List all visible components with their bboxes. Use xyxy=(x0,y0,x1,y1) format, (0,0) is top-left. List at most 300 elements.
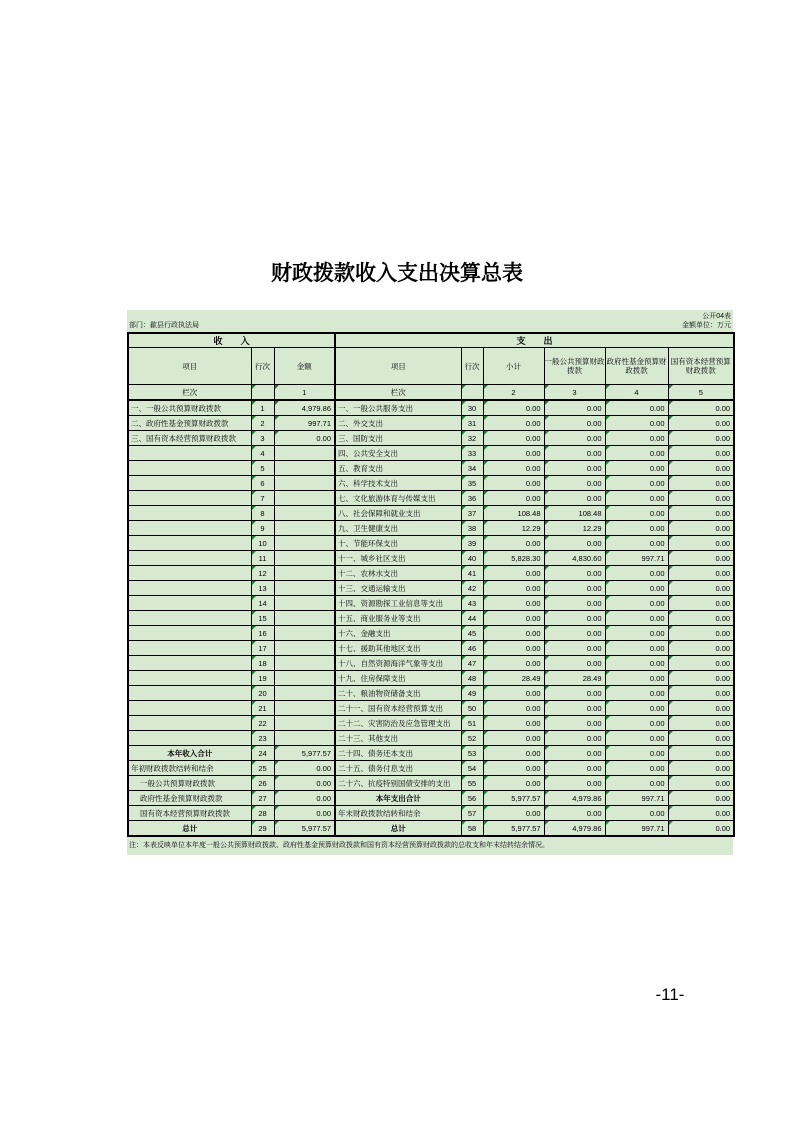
income-amount-cell xyxy=(274,461,335,476)
expense-general-budget-cell: 0.00 xyxy=(544,491,605,506)
section-header-row xyxy=(128,333,734,348)
expense-rowno-cell: 46 xyxy=(461,641,483,656)
income-amount-cell xyxy=(274,521,335,536)
income-rowno-cell: 2 xyxy=(251,416,274,431)
expense-general-budget-cell: 0.00 xyxy=(544,761,605,776)
expense-general-budget-cell: 4,830.60 xyxy=(544,551,605,566)
expense-general-budget-cell: 0.00 xyxy=(544,596,605,611)
income-item-cell xyxy=(128,596,251,611)
expense-item-cell: 九、卫生健康支出 xyxy=(335,521,461,536)
expense-general-budget-cell: 0.00 xyxy=(544,806,605,821)
expense-rowno-cell: 56 xyxy=(461,791,483,806)
expense-general-budget-cell: 0.00 xyxy=(544,611,605,626)
expense-rowno-cell: 48 xyxy=(461,671,483,686)
expense-gov-fund-cell: 0.00 xyxy=(605,716,668,731)
income-rowno-cell: 9 xyxy=(251,521,274,536)
expense-state-capital-cell: 0.00 xyxy=(668,581,734,596)
expense-state-capital-cell: 0.00 xyxy=(668,611,734,626)
expense-subtotal-cell: 0.00 xyxy=(483,626,544,641)
income-rowno-cell: 15 xyxy=(251,611,274,626)
table-row xyxy=(128,581,734,596)
income-rowno-cell: 10 xyxy=(251,536,274,551)
expense-state-capital-cell: 0.00 xyxy=(668,671,734,686)
expense-general-budget-cell: 0.00 xyxy=(544,641,605,656)
lanci-expense-2: 2 xyxy=(483,385,544,401)
lanci-expense-blank xyxy=(461,385,483,401)
income-amount-cell xyxy=(274,536,335,551)
expense-subtotal-cell: 0.00 xyxy=(483,806,544,821)
expense-general-budget-cell: 0.00 xyxy=(544,776,605,791)
expense-rowno-cell: 57 xyxy=(461,806,483,821)
expense-subtotal-cell: 0.00 xyxy=(483,536,544,551)
table-row xyxy=(128,731,734,746)
expense-subtotal-cell: 12.29 xyxy=(483,521,544,536)
column-header-row xyxy=(128,348,734,385)
expense-item-cell: 一、一般公共服务支出 xyxy=(335,400,461,416)
table-row xyxy=(128,566,734,581)
expense-subtotal-cell: 0.00 xyxy=(483,446,544,461)
table-code: 公开04表 xyxy=(702,313,731,320)
expense-rowno-cell: 53 xyxy=(461,746,483,761)
expense-item-cell: 二十四、债务还本支出 xyxy=(335,746,461,761)
expense-general-budget-cell: 0.00 xyxy=(544,731,605,746)
income-item-cell xyxy=(128,521,251,536)
expense-subtotal-cell: 5,977.57 xyxy=(483,821,544,837)
expense-state-capital-cell: 0.00 xyxy=(668,761,734,776)
expense-state-capital-cell: 0.00 xyxy=(668,506,734,521)
expense-state-capital-cell: 0.00 xyxy=(668,596,734,611)
income-rowno-cell: 26 xyxy=(251,776,274,791)
expense-rowno-cell: 44 xyxy=(461,611,483,626)
income-rowno-cell: 4 xyxy=(251,446,274,461)
expense-subtotal-cell: 0.00 xyxy=(483,400,544,416)
col-income-amount: 金额 xyxy=(274,348,335,385)
lanci-expense-4: 4 xyxy=(605,385,668,401)
expense-subtotal-cell: 0.00 xyxy=(483,701,544,716)
expense-general-budget-cell: 0.00 xyxy=(544,746,605,761)
expense-rowno-cell: 50 xyxy=(461,701,483,716)
income-amount-cell xyxy=(274,596,335,611)
expense-rowno-cell: 30 xyxy=(461,400,483,416)
expense-item-cell: 十三、交通运输支出 xyxy=(335,581,461,596)
income-rowno-cell: 6 xyxy=(251,476,274,491)
income-amount-cell: 4,979.86 xyxy=(274,400,335,416)
expense-gov-fund-cell: 997.71 xyxy=(605,821,668,837)
table-row xyxy=(128,400,734,416)
income-amount-cell xyxy=(274,566,335,581)
income-amount-cell: 0.00 xyxy=(274,806,335,821)
expense-gov-fund-cell: 0.00 xyxy=(605,701,668,716)
income-item-cell xyxy=(128,506,251,521)
expense-general-budget-cell: 0.00 xyxy=(544,476,605,491)
table-row xyxy=(128,476,734,491)
income-item-cell xyxy=(128,491,251,506)
col-expense-gov-fund: 政府性基金预算财政拨款 xyxy=(605,348,668,385)
income-rowno-cell: 27 xyxy=(251,791,274,806)
expense-general-budget-cell: 0.00 xyxy=(544,536,605,551)
col-income-item: 项目 xyxy=(128,348,251,385)
expense-general-budget-cell: 0.00 xyxy=(544,581,605,596)
income-item-cell xyxy=(128,551,251,566)
col-expense-rowno: 行次 xyxy=(461,348,483,385)
expense-item-cell: 十五、商业服务业等支出 xyxy=(335,611,461,626)
expense-item-cell: 二、外交支出 xyxy=(335,416,461,431)
expense-state-capital-cell: 0.00 xyxy=(668,821,734,837)
expense-gov-fund-cell: 0.00 xyxy=(605,521,668,536)
expense-item-cell: 十二、农林水支出 xyxy=(335,566,461,581)
expense-general-budget-cell: 4,979.86 xyxy=(544,821,605,837)
income-amount-cell xyxy=(274,686,335,701)
lanci-income-blank xyxy=(251,385,274,401)
expense-subtotal-cell: 0.00 xyxy=(483,476,544,491)
income-item-cell: 一般公共预算财政拨款 xyxy=(128,776,251,791)
income-amount-cell xyxy=(274,641,335,656)
expense-general-budget-cell: 0.00 xyxy=(544,566,605,581)
expense-rowno-cell: 55 xyxy=(461,776,483,791)
expense-gov-fund-cell: 0.00 xyxy=(605,731,668,746)
income-amount-cell: 5,977.57 xyxy=(274,746,335,761)
income-item-cell xyxy=(128,671,251,686)
col-expense-subtotal: 小计 xyxy=(483,348,544,385)
income-rowno-cell: 1 xyxy=(251,400,274,416)
income-amount-cell xyxy=(274,716,335,731)
table-panel xyxy=(127,310,733,855)
table-row xyxy=(128,416,734,431)
expense-state-capital-cell: 0.00 xyxy=(668,701,734,716)
table-row xyxy=(128,506,734,521)
expense-gov-fund-cell: 0.00 xyxy=(605,416,668,431)
expense-rowno-cell: 58 xyxy=(461,821,483,837)
income-amount-cell: 997.71 xyxy=(274,416,335,431)
expense-general-budget-cell: 0.00 xyxy=(544,656,605,671)
expense-rowno-cell: 51 xyxy=(461,716,483,731)
expense-general-budget-cell: 0.00 xyxy=(544,400,605,416)
expense-state-capital-cell: 0.00 xyxy=(668,566,734,581)
expense-section-header: 支 出 xyxy=(335,333,734,348)
expense-subtotal-cell: 0.00 xyxy=(483,596,544,611)
expense-state-capital-cell: 0.00 xyxy=(668,686,734,701)
expense-gov-fund-cell: 0.00 xyxy=(605,431,668,446)
expense-rowno-cell: 32 xyxy=(461,431,483,446)
col-expense-general-budget: 一般公共预算财政拨款 xyxy=(544,348,605,385)
expense-rowno-cell: 37 xyxy=(461,506,483,521)
expense-gov-fund-cell: 0.00 xyxy=(605,476,668,491)
income-item-cell xyxy=(128,611,251,626)
income-amount-cell: 0.00 xyxy=(274,776,335,791)
expense-rowno-cell: 52 xyxy=(461,731,483,746)
income-item-cell xyxy=(128,701,251,716)
income-amount-cell xyxy=(274,626,335,641)
income-item-cell: 一、一般公共预算财政拨款 xyxy=(128,400,251,416)
expense-rowno-cell: 34 xyxy=(461,461,483,476)
table-row xyxy=(128,656,734,671)
income-amount-cell xyxy=(274,611,335,626)
expense-rowno-cell: 31 xyxy=(461,416,483,431)
income-rowno-cell: 20 xyxy=(251,686,274,701)
table-row xyxy=(128,446,734,461)
income-rowno-cell: 18 xyxy=(251,656,274,671)
expense-general-budget-cell: 12.29 xyxy=(544,521,605,536)
expense-gov-fund-cell: 997.71 xyxy=(605,551,668,566)
income-item-cell xyxy=(128,566,251,581)
income-rowno-cell: 21 xyxy=(251,701,274,716)
expense-subtotal-cell: 0.00 xyxy=(483,731,544,746)
expense-item-cell: 年末财政拨款结转和结余 xyxy=(335,806,461,821)
expense-rowno-cell: 47 xyxy=(461,656,483,671)
expense-item-cell: 三、国防支出 xyxy=(335,431,461,446)
meta-row xyxy=(127,321,733,332)
expense-gov-fund-cell: 0.00 xyxy=(605,671,668,686)
income-item-cell xyxy=(128,731,251,746)
expense-subtotal-cell: 5,977.57 xyxy=(483,791,544,806)
expense-gov-fund-cell: 0.00 xyxy=(605,596,668,611)
income-amount-cell xyxy=(274,551,335,566)
expense-gov-fund-cell: 0.00 xyxy=(605,581,668,596)
expense-item-cell: 五、教育支出 xyxy=(335,461,461,476)
income-rowno-cell: 29 xyxy=(251,821,274,837)
expense-rowno-cell: 45 xyxy=(461,626,483,641)
unit-label: 金额单位：万元 xyxy=(682,322,731,329)
income-amount-cell xyxy=(274,701,335,716)
expense-state-capital-cell: 0.00 xyxy=(668,716,734,731)
expense-state-capital-cell: 0.00 xyxy=(668,431,734,446)
table-row xyxy=(128,761,734,776)
expense-item-cell: 六、科学技术支出 xyxy=(335,476,461,491)
income-amount-cell: 0.00 xyxy=(274,431,335,446)
income-rowno-cell: 17 xyxy=(251,641,274,656)
income-rowno-cell: 16 xyxy=(251,626,274,641)
expense-general-budget-cell: 0.00 xyxy=(544,701,605,716)
table-row xyxy=(128,701,734,716)
income-rowno-cell: 11 xyxy=(251,551,274,566)
expense-state-capital-cell: 0.00 xyxy=(668,476,734,491)
table-row xyxy=(128,491,734,506)
expense-item-cell: 二十二、灾害防治及应急管理支出 xyxy=(335,716,461,731)
expense-general-budget-cell: 28.49 xyxy=(544,671,605,686)
income-section-header: 收 入 xyxy=(128,333,335,348)
expense-gov-fund-cell: 0.00 xyxy=(605,656,668,671)
expense-item-cell: 本年支出合计 xyxy=(335,791,461,806)
expense-general-budget-cell: 0.00 xyxy=(544,461,605,476)
income-rowno-cell: 22 xyxy=(251,716,274,731)
expense-rowno-cell: 49 xyxy=(461,686,483,701)
income-rowno-cell: 24 xyxy=(251,746,274,761)
lanci-expense-label: 栏次 xyxy=(335,385,461,401)
expense-gov-fund-cell: 0.00 xyxy=(605,446,668,461)
table-row xyxy=(128,821,734,837)
expense-general-budget-cell: 0.00 xyxy=(544,431,605,446)
table-row xyxy=(128,806,734,821)
expense-item-cell: 十七、援助其他地区支出 xyxy=(335,641,461,656)
income-item-cell: 本年收入合计 xyxy=(128,746,251,761)
table-row xyxy=(128,746,734,761)
expense-item-cell: 四、公共安全支出 xyxy=(335,446,461,461)
income-item-cell xyxy=(128,686,251,701)
expense-rowno-cell: 35 xyxy=(461,476,483,491)
col-expense-state-capital: 国有资本经营预算财政拨款 xyxy=(668,348,734,385)
table-row xyxy=(128,536,734,551)
expense-subtotal-cell: 0.00 xyxy=(483,776,544,791)
column-index-row xyxy=(128,385,734,401)
income-rowno-cell: 8 xyxy=(251,506,274,521)
table-body xyxy=(128,400,734,836)
expense-gov-fund-cell: 0.00 xyxy=(605,566,668,581)
expense-state-capital-cell: 0.00 xyxy=(668,551,734,566)
expense-item-cell: 二十、粮油物资储备支出 xyxy=(335,686,461,701)
expense-gov-fund-cell: 0.00 xyxy=(605,536,668,551)
table-row xyxy=(128,626,734,641)
income-item-cell: 政府性基金预算财政拨款 xyxy=(128,791,251,806)
expense-gov-fund-cell: 0.00 xyxy=(605,626,668,641)
income-item-cell: 总计 xyxy=(128,821,251,837)
income-item-cell xyxy=(128,581,251,596)
income-rowno-cell: 19 xyxy=(251,671,274,686)
expense-state-capital-cell: 0.00 xyxy=(668,461,734,476)
income-item-cell xyxy=(128,641,251,656)
income-rowno-cell: 5 xyxy=(251,461,274,476)
expense-subtotal-cell: 0.00 xyxy=(483,416,544,431)
income-amount-cell xyxy=(274,671,335,686)
income-amount-cell xyxy=(274,476,335,491)
income-amount-cell: 0.00 xyxy=(274,791,335,806)
expense-item-cell: 十八、自然资源海洋气象等支出 xyxy=(335,656,461,671)
income-item-cell: 三、国有资本经营预算财政拨款 xyxy=(128,431,251,446)
income-rowno-cell: 14 xyxy=(251,596,274,611)
expense-item-cell: 十六、金融支出 xyxy=(335,626,461,641)
expense-item-cell: 十、节能环保支出 xyxy=(335,536,461,551)
income-item-cell xyxy=(128,626,251,641)
expense-gov-fund-cell: 0.00 xyxy=(605,806,668,821)
expense-item-cell: 二十一、国有资本经营预算支出 xyxy=(335,701,461,716)
expense-gov-fund-cell: 0.00 xyxy=(605,776,668,791)
income-rowno-cell: 13 xyxy=(251,581,274,596)
income-item-cell xyxy=(128,656,251,671)
income-item-cell xyxy=(128,476,251,491)
income-amount-cell xyxy=(274,731,335,746)
expense-gov-fund-cell: 0.00 xyxy=(605,506,668,521)
expense-item-cell: 七、文化旅游体育与传媒支出 xyxy=(335,491,461,506)
expense-rowno-cell: 41 xyxy=(461,566,483,581)
expense-item-cell: 二十六、抗疫特别国债安排的支出 xyxy=(335,776,461,791)
expense-gov-fund-cell: 0.00 xyxy=(605,761,668,776)
lanci-expense-3: 3 xyxy=(544,385,605,401)
expense-item-cell: 十九、住房保障支出 xyxy=(335,671,461,686)
table-row xyxy=(128,596,734,611)
income-amount-cell xyxy=(274,656,335,671)
table-row xyxy=(128,551,734,566)
income-item-cell xyxy=(128,716,251,731)
expense-gov-fund-cell: 0.00 xyxy=(605,746,668,761)
col-expense-item: 项目 xyxy=(335,348,461,385)
expense-item-cell: 二十五、债务付息支出 xyxy=(335,761,461,776)
expense-item-cell: 十四、资源勘探工业信息等支出 xyxy=(335,596,461,611)
income-rowno-cell: 3 xyxy=(251,431,274,446)
expense-general-budget-cell: 108.48 xyxy=(544,506,605,521)
income-rowno-cell: 12 xyxy=(251,566,274,581)
expense-gov-fund-cell: 0.00 xyxy=(605,686,668,701)
expense-subtotal-cell: 0.00 xyxy=(483,461,544,476)
expense-general-budget-cell: 0.00 xyxy=(544,416,605,431)
lanci-income-1: 1 xyxy=(274,385,335,401)
income-amount-cell xyxy=(274,506,335,521)
expense-state-capital-cell: 0.00 xyxy=(668,806,734,821)
income-amount-cell xyxy=(274,446,335,461)
expense-general-budget-cell: 0.00 xyxy=(544,446,605,461)
lanci-income-label: 栏次 xyxy=(128,385,251,401)
expense-rowno-cell: 42 xyxy=(461,581,483,596)
expense-subtotal-cell: 0.00 xyxy=(483,581,544,596)
expense-state-capital-cell: 0.00 xyxy=(668,536,734,551)
page-title: 财政拨款收入支出决算总表 xyxy=(271,262,523,285)
expense-subtotal-cell: 0.00 xyxy=(483,431,544,446)
table-row xyxy=(128,611,734,626)
expense-subtotal-cell: 0.00 xyxy=(483,656,544,671)
expense-subtotal-cell: 0.00 xyxy=(483,761,544,776)
income-item-cell: 年初财政拨款结转和结余 xyxy=(128,761,251,776)
table-row xyxy=(128,461,734,476)
table-row xyxy=(128,521,734,536)
expense-state-capital-cell: 0.00 xyxy=(668,626,734,641)
expense-general-budget-cell: 0.00 xyxy=(544,716,605,731)
table-row xyxy=(128,671,734,686)
expense-gov-fund-cell: 997.71 xyxy=(605,791,668,806)
expense-state-capital-cell: 0.00 xyxy=(668,521,734,536)
expense-state-capital-cell: 0.00 xyxy=(668,641,734,656)
expense-rowno-cell: 54 xyxy=(461,761,483,776)
page-number: -11- xyxy=(655,985,685,1004)
expense-item-cell: 总计 xyxy=(335,821,461,837)
expense-rowno-cell: 36 xyxy=(461,491,483,506)
expense-subtotal-cell: 5,828.30 xyxy=(483,551,544,566)
expense-state-capital-cell: 0.00 xyxy=(668,491,734,506)
income-rowno-cell: 7 xyxy=(251,491,274,506)
expense-state-capital-cell: 0.00 xyxy=(668,731,734,746)
expense-subtotal-cell: 0.00 xyxy=(483,716,544,731)
table-row xyxy=(128,716,734,731)
income-amount-cell: 0.00 xyxy=(274,761,335,776)
income-rowno-cell: 28 xyxy=(251,806,274,821)
expense-subtotal-cell: 28.49 xyxy=(483,671,544,686)
expense-general-budget-cell: 0.00 xyxy=(544,686,605,701)
final-accounts-table xyxy=(127,332,735,837)
income-amount-cell: 5,977.57 xyxy=(274,821,335,837)
expense-state-capital-cell: 0.00 xyxy=(668,400,734,416)
expense-subtotal-cell: 0.00 xyxy=(483,641,544,656)
lanci-expense-5: 5 xyxy=(668,385,734,401)
expense-rowno-cell: 33 xyxy=(461,446,483,461)
expense-gov-fund-cell: 0.00 xyxy=(605,400,668,416)
expense-subtotal-cell: 0.00 xyxy=(483,611,544,626)
table-row xyxy=(128,776,734,791)
expense-subtotal-cell: 0.00 xyxy=(483,746,544,761)
expense-gov-fund-cell: 0.00 xyxy=(605,641,668,656)
department-label: 部门：歙县行政执法局 xyxy=(129,322,199,329)
table-row xyxy=(128,431,734,446)
expense-state-capital-cell: 0.00 xyxy=(668,446,734,461)
expense-rowno-cell: 39 xyxy=(461,536,483,551)
table-note: 注：本表反映单位本年度一般公共预算财政拨款、政府性基金预算财政拨款和国有资本经营预算财政拨款的总收支和年末结转结余情况。 xyxy=(129,842,549,849)
expense-gov-fund-cell: 0.00 xyxy=(605,491,668,506)
expense-item-cell: 二十三、其他支出 xyxy=(335,731,461,746)
expense-state-capital-cell: 0.00 xyxy=(668,746,734,761)
expense-subtotal-cell: 0.00 xyxy=(483,566,544,581)
income-item-cell xyxy=(128,461,251,476)
expense-gov-fund-cell: 0.00 xyxy=(605,461,668,476)
expense-item-cell: 八、社会保障和就业支出 xyxy=(335,506,461,521)
expense-state-capital-cell: 0.00 xyxy=(668,416,734,431)
expense-state-capital-cell: 0.00 xyxy=(668,656,734,671)
income-amount-cell xyxy=(274,581,335,596)
